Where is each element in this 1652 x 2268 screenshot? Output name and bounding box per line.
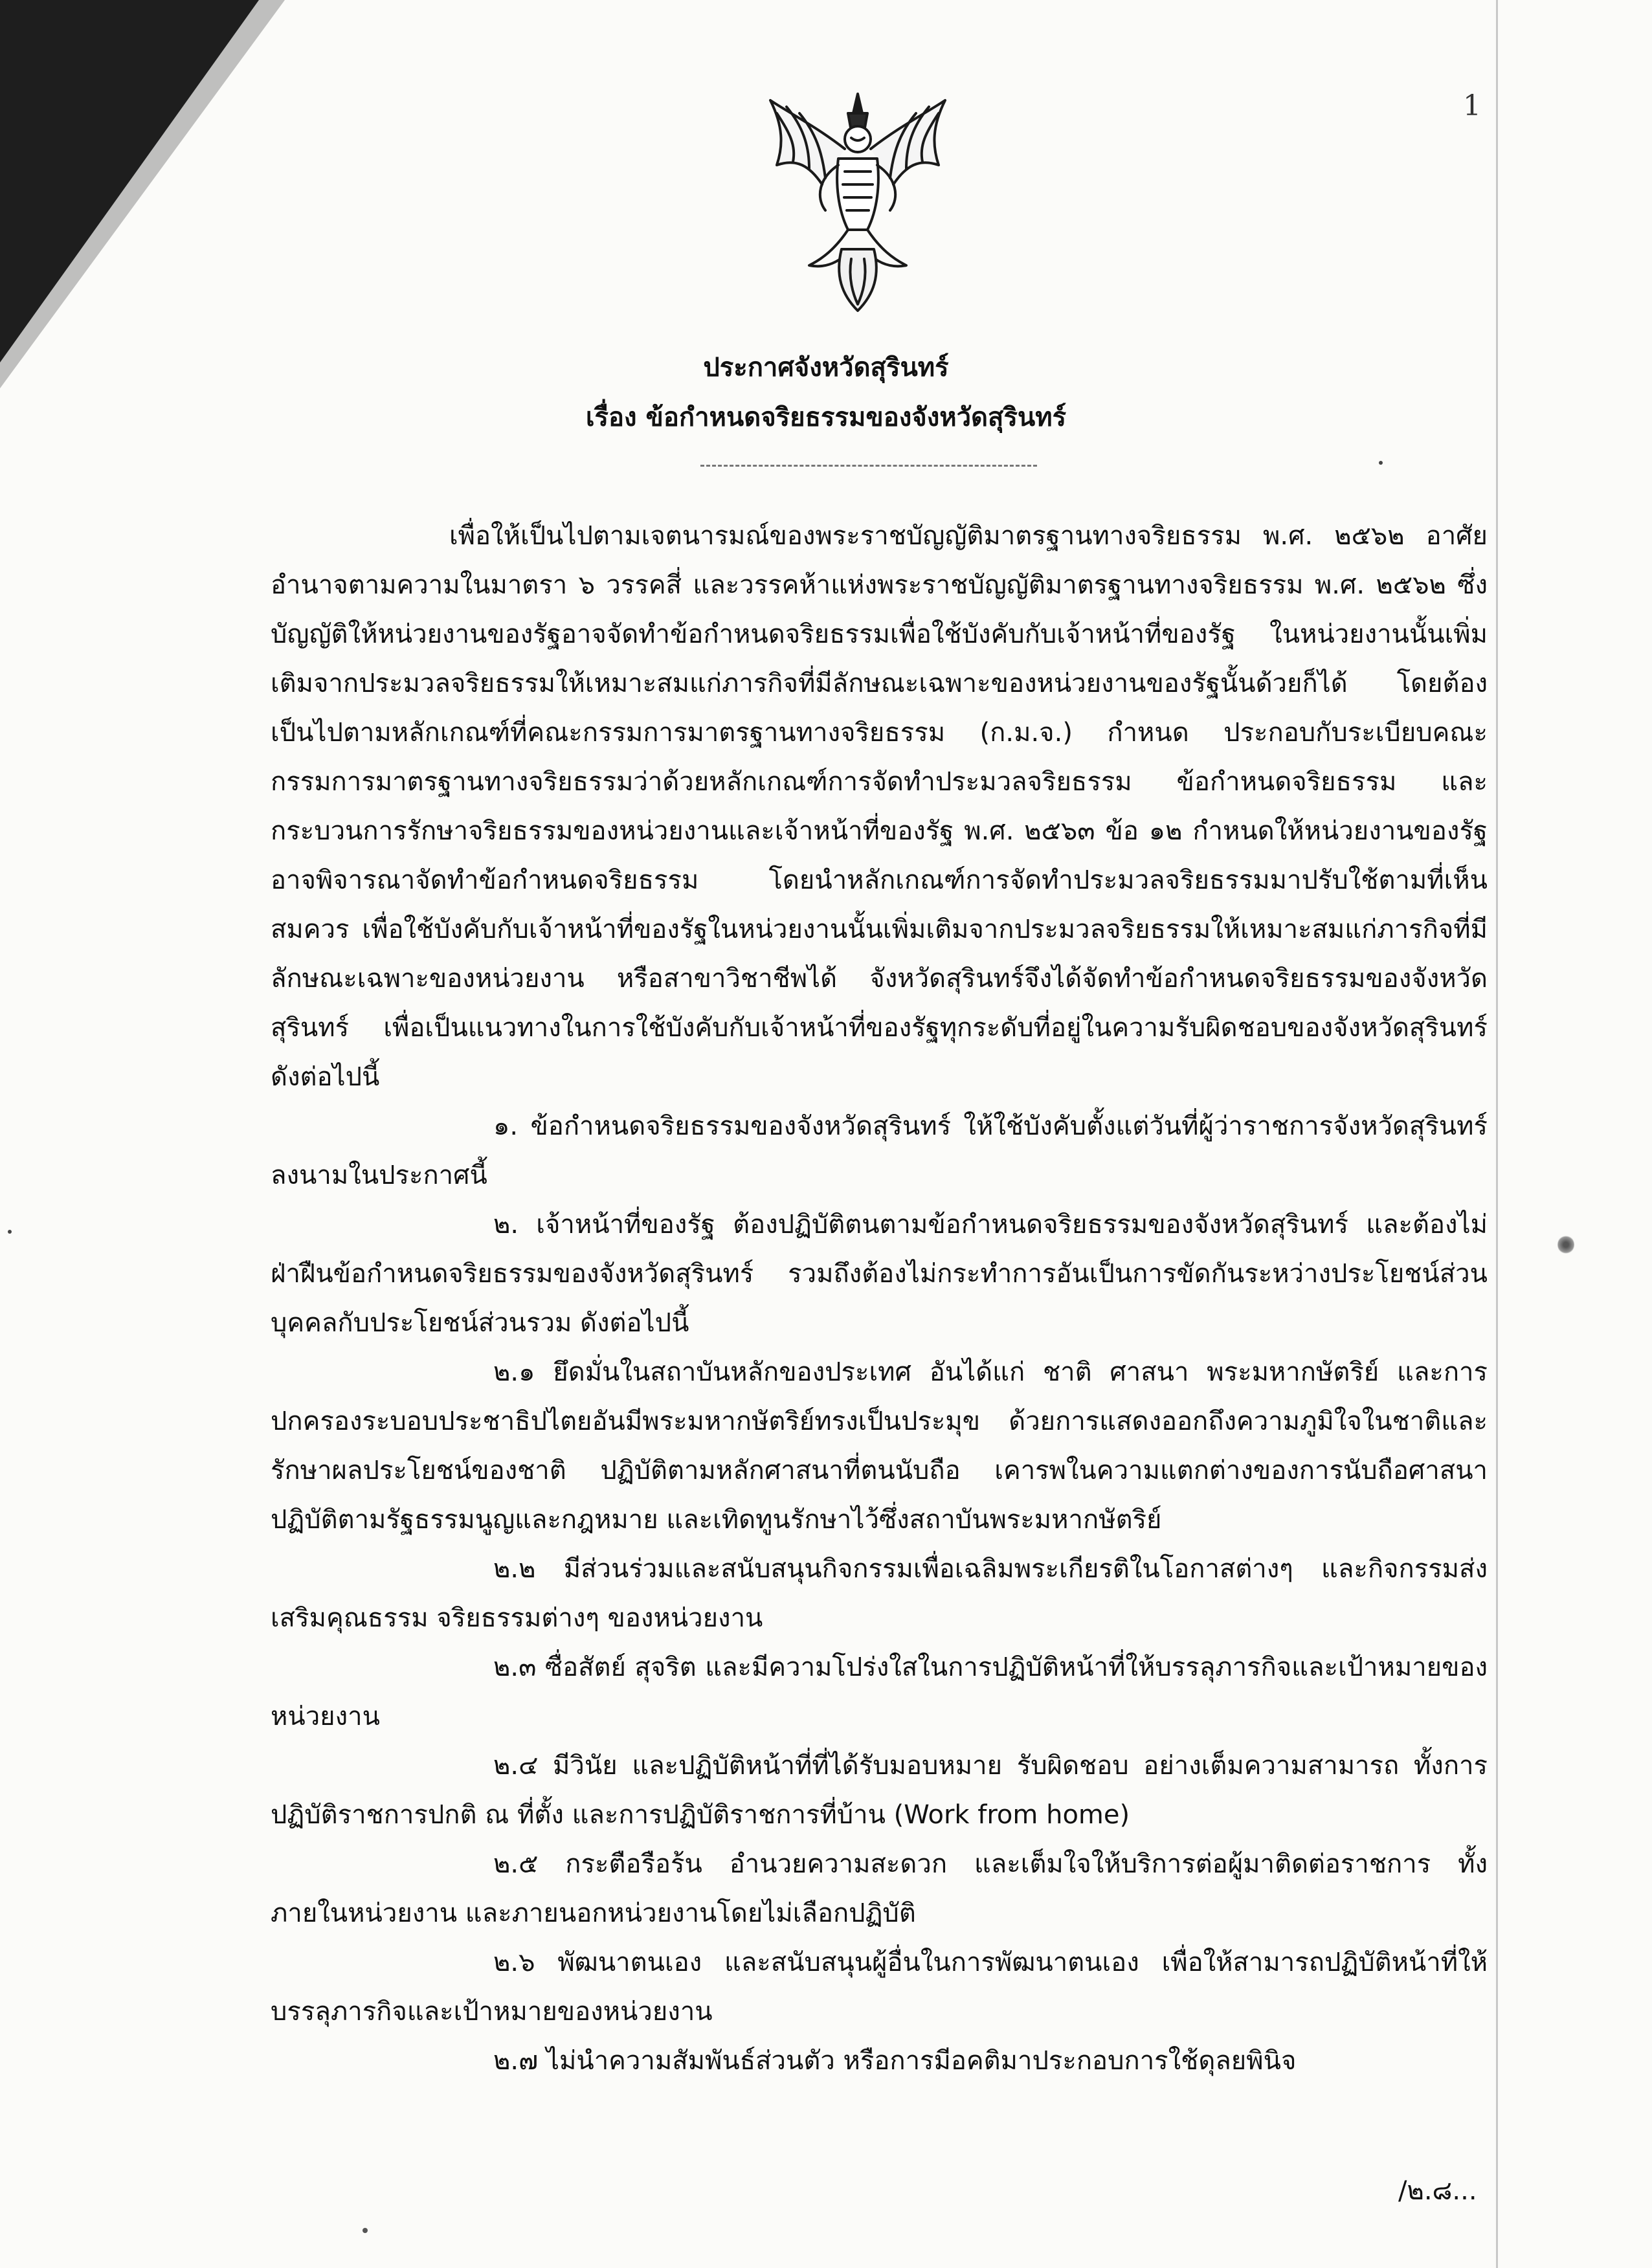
clause-2-2: ๒.๒ มีส่วนร่วมและสนับสนุนกิจกรรมเพื่อเฉลิมพระเกียรติในโอกาสต่างๆ และกิจกรรมส่งเสริมคุณธรรม จริยธรรมต่างๆ ของหน่วยงาน bbox=[271, 1554, 1488, 1633]
announcement-body bbox=[271, 511, 1488, 2085]
clause-2: ๒. เจ้าหน้าที่ของรัฐ ต้องปฏิบัติตนตามข้อกำหนดจริยธรรมของจังหวัดสุรินทร์ และต้องไม่ฝ่าฝืนข้อกำหนดจริยธรรมของจังหวัดสุรินทร์ รวมถึงต้องไม่กระทำการอันเป็นการขัดกันระหว่างประโยชน์ส่วนบุคคลกับประโยชน์ส่วนรวม ดังต่อไปนี้ bbox=[271, 1210, 1488, 1338]
announcement-title: ประกาศจังหวัดสุรินทร์ bbox=[703, 353, 949, 383]
clause-2-6: ๒.๖ พัฒนาตนเอง และสนับสนุนผู้อื่นในการพัฒนาตนเอง เพื่อให้สามารถปฏิบัติหน้าที่ให้บรรลุภารกิจและเป้าหมายของหน่วยงาน bbox=[271, 1948, 1488, 2027]
continuation-marker: /๒.๘... bbox=[1398, 2176, 1477, 2206]
preamble-paragraph: เพื่อให้เป็นไปตามเจตนารมณ์ของพระราชบัญญัติมาตรฐานทางจริยธรรม พ.ศ. ๒๕๖๒ อาศัยอำนาจตามความในมาตรา ๖ วรรคสี่ และวรรคห้าแห่งพระราชบัญญัติมาตรฐานทางจริยธรรม พ.ศ. ๒๕๖๒ ซึ่งบัญญัติให้หน่วยงานของรัฐอาจจัดทำข้อกำหนดจริยธรรมเพื่อใช้บังคับกับเจ้าหน้าที่ของรัฐ ในหน่วยงานนั้นเพิ่มเติมจากประมวลจริยธรรมให้เหมาะสมแก่ภารกิจที่มีลักษณะเฉพาะของหน่วยงานของรัฐนั้นด้วยก็ได้ โดยต้องเป็นไปตามหลักเกณฑ์ที่คณะกรรมการมาตรฐานทางจริยธรรม (ก.ม.จ.) กำหนด ประกอบกับระเบียบคณะกรรมการมาตรฐานทางจริยธรรมว่าด้วยหลักเกณฑ์การจัดทำประมวลจริยธรรม ข้อกำหนดจริยธรรม และกระบวนการรักษาจริยธรรมของหน่วยงานและเจ้าหน้าที่ของรัฐ พ.ศ. ๒๕๖๓ ข้อ ๑๒ กำหนดให้หน่วยงานของรัฐอาจพิจารณาจัดทำข้อกำหนดจริยธรรม โดยนำหลักเกณฑ์การจัดทำประมวลจริยธรรมมาปรับใช้ตามที่เห็นสมควร เพื่อใช้บังคับกับเจ้าหน้าที่ของรัฐในหน่วยงานนั้นเพิ่มเติมจากประมวลจริยธรรมให้เหมาะสมแก่ภารกิจที่มีลักษณะเฉพาะของหน่วยงาน หรือสาขาวิชาชีพได้ จังหวัดสุรินทร์จึงได้จัดทำข้อกำหนดจริยธรรมของจังหวัดสุรินทร์ เพื่อเป็นแนวทางในการใช้บังคับกับเจ้าหน้าที่ของรัฐทุกระดับที่อยู่ในความรับผิดชอบของจังหวัดสุรินทร์ ดังต่อไปนี้ bbox=[271, 521, 1488, 1092]
scan-speck bbox=[363, 2228, 368, 2233]
clause-2-4: ๒.๔ มีวินัย และปฏิบัติหน้าที่ที่ได้รับมอบหมาย รับผิดชอบ อย่างเต็มความสามารถ ทั้งการปฏิบัติราชการปกติ ณ ที่ตั้ง และการปฏิบัติราชการที่บ้าน (Work from home) bbox=[271, 1751, 1488, 1830]
page-edge bbox=[1496, 0, 1498, 2268]
binder-hole-mark bbox=[1557, 1235, 1574, 1254]
scan-speck bbox=[1379, 461, 1383, 465]
clause-2-5: ๒.๕ กระตือรือร้น อำนวยความสะดวก และเต็มใจให้บริการต่อผู้มาติดต่อราชการ ทั้งภายในหน่วยงาน และภายนอกหน่วยงานโดยไม่เลือกปฏิบัติ bbox=[271, 1849, 1488, 1928]
garuda-emblem-icon bbox=[764, 87, 952, 317]
clause-2-7: ๒.๗ ไม่นำความสัมพันธ์ส่วนตัว หรือการมีอคติมาประกอบการใช้ดุลยพินิจ bbox=[493, 2046, 1297, 2076]
title-separator bbox=[700, 465, 1037, 467]
announcement-subject: เรื่อง ข้อกำหนดจริยธรรมของจังหวัดสุรินทร์ bbox=[585, 403, 1067, 432]
scan-speck bbox=[8, 1230, 12, 1234]
clause-2-3: ๒.๓ ซื่อสัตย์ สุจริต และมีความโปร่งใสในการปฏิบัติหน้าที่ให้บรรลุภารกิจและเป้าหมายของหน่วยงาน bbox=[271, 1652, 1488, 1731]
page-number: 1 bbox=[1463, 89, 1481, 122]
clause-1: ๑. ข้อกำหนดจริยธรรมของจังหวัดสุรินทร์ ให้ใช้บังคับตั้งแต่วันที่ผู้ว่าราชการจังหวัดสุรินทร์ลงนามในประกาศนี้ bbox=[271, 1111, 1488, 1190]
scan-corner-fold bbox=[0, 0, 259, 362]
clause-2-1: ๒.๑ ยึดมั่นในสถาบันหลักของประเทศ อันได้แก่ ชาติ ศาสนา พระมหากษัตริย์ และการปกครองระบอบประชาธิปไตยอันมีพระมหากษัตริย์ทรงเป็นประมุข ด้วยการแสดงออกถึงความภูมิใจในชาติและรักษาผลประโยชน์ของชาติ ปฏิบัติตามหลักศาสนาที่ตนนับถือ เคารพในความแตกต่างของการนับถือศาสนา ปฏิบัติตามรัฐธรรมนูญและกฎหมาย และเทิดทูนรักษาไว้ซึ่งสถาบันพระมหากษัตริย์ bbox=[271, 1357, 1488, 1535]
